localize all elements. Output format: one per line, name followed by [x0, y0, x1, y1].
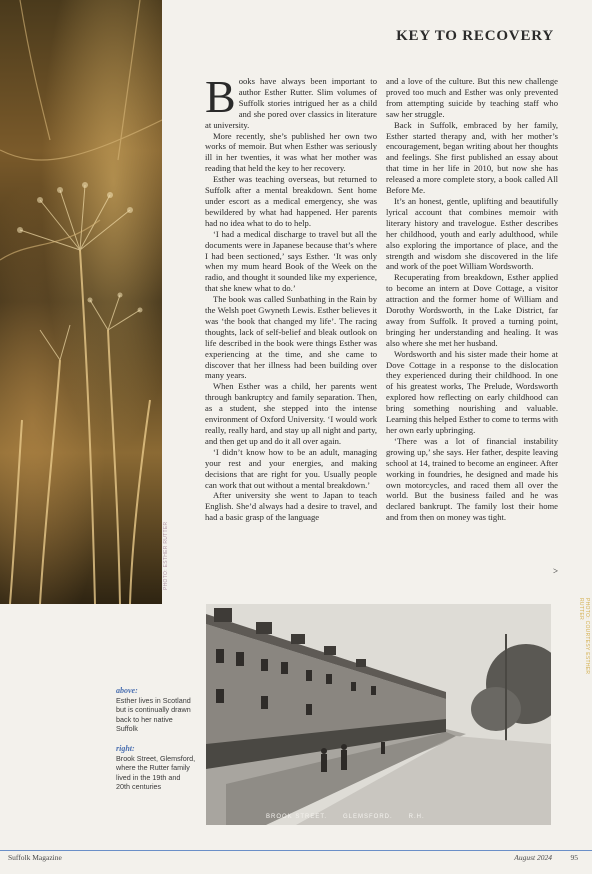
paragraph: and a love of the culture. But this new challenge proved too much and Esther was only prevented from attempting suicide by teaching staff who saw her struggle.	[386, 76, 558, 119]
paragraph: The book was called Sunbathing in the Rain by the Welsh poet Gwyneth Lewis. Esther believes it was ‘the book that changed my life’. The racing thoughts, lack of self-belief and bleak outlook on life described in the book were things Esther was experiencing at the time, and she came to discover that her illness had been building over many years.	[205, 294, 377, 381]
cow-parsley-photo	[0, 0, 162, 604]
caption-heading-above: above:	[116, 686, 138, 695]
caption-heading-right: right:	[116, 743, 135, 753]
paragraph: After university she went to Japan to teach English. She’d always had a desire to travel, and had a basic grasp of the language	[205, 490, 377, 523]
paragraph: ‘There was a lot of financial instability growing up,’ she says. Her father, despite leaving school at 14, trained to become an engineer. After working in foundries, he designed and made his own motorcycles, and raced them all over the world. But the business failed and he was declared bankrupt. The family lost their home and from then on money was tight.	[386, 435, 558, 523]
photo-credit-right: PHOTO: COURTESY ESTHER RUTTER	[578, 598, 590, 675]
section-title: KEY TO RECOVERY	[396, 28, 554, 44]
paragraph: ‘I didn’t know how to be an adult, managing your rest and your energies, and making decisions that are right for you. Usually people can work that out without a mental breakdown.’	[205, 446, 377, 490]
issue-date: August 2024	[514, 853, 552, 862]
paragraph: Back in Suffolk, embraced by her family, Esther started therapy and, with her mother’s encouragement, began writing about her thoughts and feelings. She first published an essay about that time in her life in 2010, but now she has released a more complete story, a book called All Before Me.	[386, 119, 558, 196]
paragraph: It’s an honest, gentle, uplifting and beautifully lyrical account that combines memoir with literary history and travelogue. Esther describes her childhood, youth and early adulthood, while also exploring the importance of place, and the strength and wisdom she discovered in the life and work of the poet William Wordsworth.	[386, 195, 558, 272]
footer-rule	[0, 850, 592, 851]
paragraph: Recuperating from breakdown, Esther applied to become an intern at Dove Cottage, a visitor attraction and the former home of William and Dorothy Wordsworth, in the Lake District, far away from Suffolk. It proved a turning point, bringing her understanding and healing. It was also where she met her husband.	[386, 272, 558, 348]
photo-plant-illustration	[0, 0, 162, 604]
paragraph: When Esther was a child, her parents went through bankruptcy and family separation. Then, as a student, she stepped into the intense environment of Oxford University. ‘I would work really, really hard, and stay up all night and party, and then get up and do it all over again.	[205, 381, 377, 446]
article-column-1	[205, 71, 377, 523]
drop-cap: B	[205, 71, 236, 122]
brook-street-photo	[206, 604, 551, 825]
page-footer	[0, 850, 592, 874]
photo-inscription: BROOK STREET. GLEMSFORD. R.H.	[266, 814, 425, 820]
paragraph: ‘I had a medical discharge to travel but all the documents were in Japanese because that’s where I had been sectioned,’ says Esther. ‘It was only when my mum heard Book of the Week on the radio, and thought it sounded like my experience, that she knew what to do.’	[205, 228, 377, 294]
caption-text-right: Brook Street, Glemsford, where the Rutter family lived in the 19th and 20th centuries	[116, 753, 196, 792]
article-column-2	[386, 76, 558, 523]
magazine-name: Suffolk Magazine	[8, 853, 62, 862]
paragraph: Esther was teaching overseas, but returned to Suffolk after a mental breakdown. Sent home under escort as a medical emergency, she was bewildered by what had happened. Her parents had no idea what to do to help.	[205, 174, 377, 228]
paragraph: More recently, she’s published her own two works of memoir. But when Esther was seriously ill in her twenties, it was what her mother was reading that held the key to her recovery.	[205, 130, 377, 174]
page-number: 95	[570, 853, 578, 862]
photo-credit-left: PHOTO: ESTHER RUTTER	[163, 521, 169, 590]
continue-arrow-icon: >	[553, 566, 559, 576]
paragraph: Wordsworth and his sister made their home at Dove Cottage in a response to the dislocation they experienced during their childhood. In one of his greatest works, The Prelude, Wordsworth explored how reflecting on early childhood can bring something nourishing and valuable. Learning this helped Esther to come to terms with her own early upbringing.	[386, 348, 558, 435]
paragraph: Books have always been important to author Esther Rutter. Slim volumes of Suffolk stories intrigued her as a child and she pored over classics in literature at university.	[205, 71, 377, 130]
street-scene-illustration	[206, 604, 551, 825]
caption-text-above: Esther lives in Scotland but is continually drawn back to her native Suffolk	[116, 695, 191, 734]
photo-captions	[116, 686, 196, 792]
